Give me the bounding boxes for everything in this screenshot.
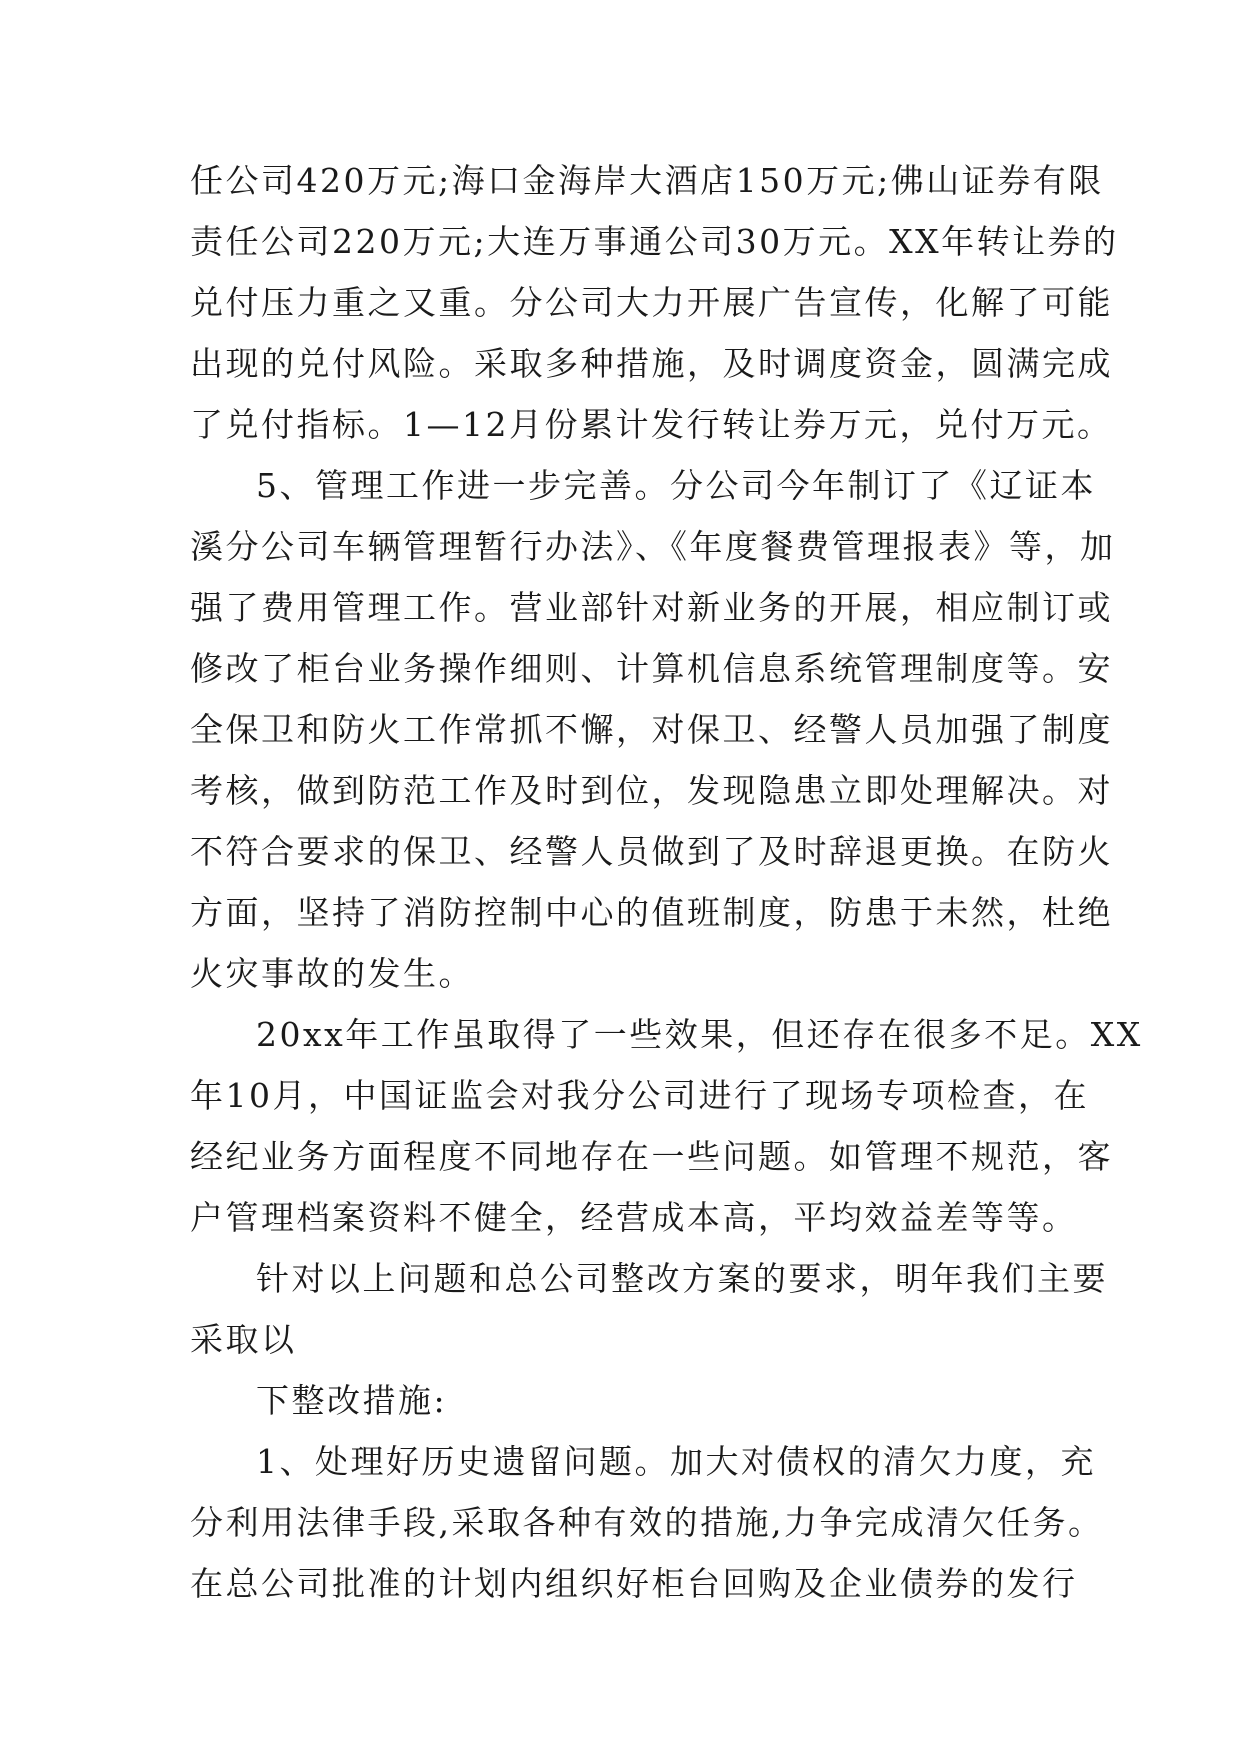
text-line: 下整改措施: xyxy=(256,1381,448,1420)
text-line: 溪分公司车辆管理暂行办法》、《年度餐费管理报表》等，加 xyxy=(190,527,1116,566)
text-line: 不符合要求的保卫、经警人员做到了及时辞退更换。在防火 xyxy=(190,832,1113,871)
text-line: 20xx年工作虽取得了一些效果，但还存在很多不足。XX xyxy=(256,1015,1143,1054)
text-line: 经纪业务方面程度不同地存在一些问题。如管理不规范，客 xyxy=(190,1137,1113,1176)
text-line: 修改了柜台业务操作细则、计算机信息系统管理制度等。安 xyxy=(190,649,1113,688)
text-line: 针对以上问题和总公司整改方案的要求，明年我们主要 xyxy=(256,1259,1108,1298)
text-line: 考核，做到防范工作及时到位，发现隐患立即处理解决。对 xyxy=(190,771,1113,810)
text-line: 5、管理工作进一步完善。分公司今年制订了《辽证本 xyxy=(256,466,1096,505)
text-line: 户管理档案资料不健全，经营成本高，平均效益差等等。 xyxy=(190,1198,1078,1237)
text-line: 方面，坚持了消防控制中心的值班制度，防患于未然，杜绝 xyxy=(190,893,1113,932)
document-body xyxy=(190,150,1143,1614)
text-line: 采取以 xyxy=(190,1320,297,1359)
text-line: 火灾事故的发生。 xyxy=(190,954,474,993)
text-line: 责任公司220万元;大连万事通公司30万元。XX年转让券的 xyxy=(190,222,1119,261)
text-line: 年10月，中国证监会对我分公司进行了现场专项检查，在 xyxy=(190,1076,1089,1115)
text-line: 了兑付指标。1—12月份累计发行转让券万元，兑付万元。 xyxy=(190,405,1113,444)
text-line: 任公司420万元;海口金海岸大酒店150万元;佛山证券有限 xyxy=(190,161,1104,200)
text-line: 出现的兑付风险。采取多种措施，及时调度资金，圆满完成 xyxy=(190,344,1113,383)
text-line: 在总公司批准的计划内组织好柜台回购及企业债券的发行 xyxy=(190,1564,1078,1603)
text-line: 1、处理好历史遗留问题。加大对债权的清欠力度，充 xyxy=(256,1442,1096,1481)
text-line: 强了费用管理工作。营业部针对新业务的开展，相应制订或 xyxy=(190,588,1113,627)
text-line: 全保卫和防火工作常抓不懈，对保卫、经警人员加强了制度 xyxy=(190,710,1113,749)
text-line: 兑付压力重之又重。分公司大力开展广告宣传，化解了可能 xyxy=(190,283,1113,322)
text-line: 分利用法律手段,采取各种有效的措施,力争完成清欠任务。 xyxy=(190,1503,1104,1542)
